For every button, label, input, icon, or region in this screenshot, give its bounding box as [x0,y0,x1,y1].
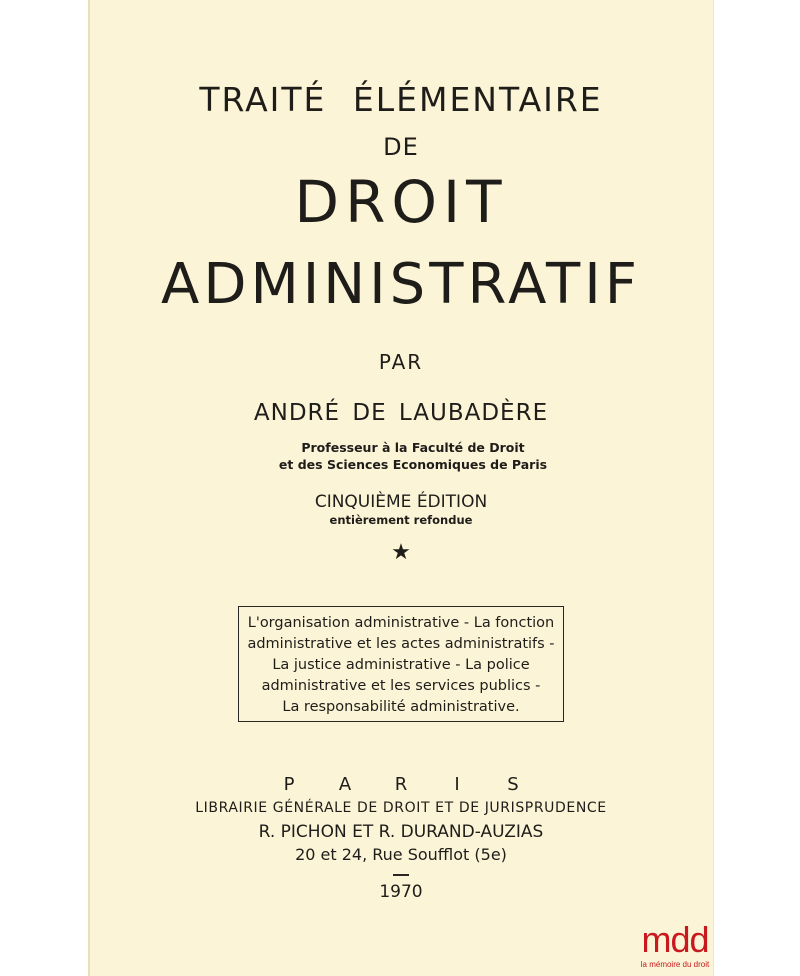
title-line-2: DE [383,133,419,161]
logo-tagline: la mémoire du droit [640,960,710,969]
city-letter: S [507,774,519,795]
contents-line: La justice administrative - La police [272,657,530,673]
city-letter: R [394,774,408,795]
contents-line: administrative et les services publics - [261,678,541,694]
city-letter: A [338,774,352,795]
publication-year: 1970 [379,882,423,902]
contents-line: L'organisation administrative - La fonction [247,615,555,631]
star-icon: ★ [391,540,411,565]
city-letter: I [454,774,460,795]
edition-label: CINQUIÈME ÉDITION [314,492,488,512]
author-name: ANDRÉ DE LAUBADÈRE [253,400,549,426]
publisher-name: LIBRAIRIE GÉNÉRALE DE DROIT ET DE JURISPRUDENCE [195,800,607,816]
title-line-4: ADMINISTRATIF [161,252,641,317]
author-affiliation-line-2: et des Sciences Economiques de Paris [278,457,548,472]
publisher-address: 20 et 24, Rue Soufflot (5e) [295,845,507,864]
title-line-1: TRAITÉ ÉLÉMENTAIRE [199,80,603,119]
title-line-3: DROIT [294,168,508,236]
contents-line: administrative et les actes administratifs - [247,636,555,652]
edition-note: entièrement refondue [329,513,473,527]
title-page [88,0,714,976]
city-letter: P [283,774,295,795]
author-affiliation-line-1: Professeur à la Faculté de Droit [301,440,525,455]
publisher-owners: R. PICHON ET R. DURAND-AUZIAS [258,822,544,842]
publisher-city [88,774,714,795]
contents-box [238,606,564,722]
divider [393,874,409,876]
contents-line: La responsabilité administrative. [282,699,520,715]
logo-word: mdd [641,919,709,960]
by-label: PAR [378,350,424,374]
mdd-logo [632,920,718,974]
